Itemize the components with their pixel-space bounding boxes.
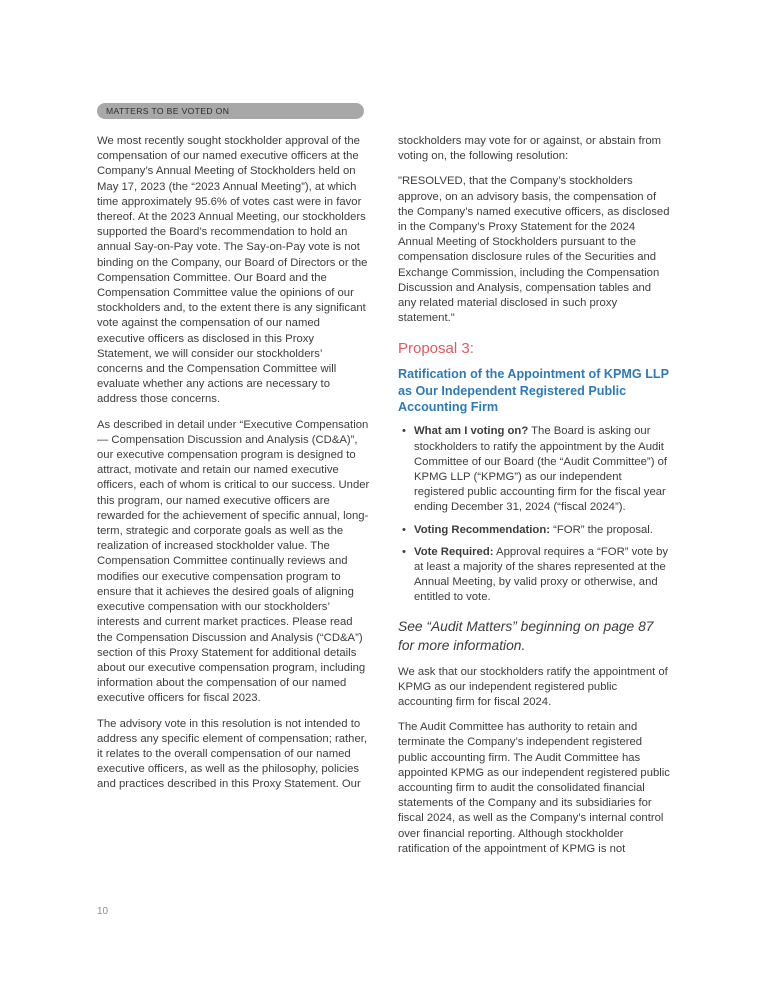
bullet-text — [414, 424, 671, 515]
bullet-icon: • — [402, 545, 406, 558]
proposal-3-subheading: Ratification of the Appointment of KPMG LLP as Our Independent Registered Public Accounting Firm — [398, 367, 669, 415]
right-column — [398, 134, 671, 867]
bullet-text — [414, 523, 653, 538]
left-column — [97, 134, 370, 867]
bullet-label: Vote Required: — [414, 545, 494, 558]
bullet-label: What am I voting on? — [414, 425, 529, 438]
bullet-item — [398, 545, 671, 606]
section-tag-label: MATTERS TO BE VOTED ON — [106, 106, 230, 116]
resolution-paragraph: "RESOLVED, that the Company’s stockholders approve, on an advisory basis, the compensation of the Company’s named executive officers, as disclosed in the Company’s Proxy Statement for the 2024 Annual Meeting of Stockholders pursuant to the compensation disclosure rules of the Securities and Exchange Commission, including the Compensation Discussion and Analysis, compensation tables and any related material disclosed in such proxy statement." — [398, 175, 670, 325]
bullet-detail: Approval requires a “FOR” vote by at least a majority of the shares represented at the Annual Meeting, by valid proxy or otherwise, and entitled to vote. — [414, 545, 669, 604]
paragraph: The Audit Committee has authority to retain and terminate the Company’s independent registered public accounting firm. The Audit Committee has appointed KPMG as our independent registered public accounting firm to audit the consolidated financial statements of the Company and its subsidiaries for fiscal 2024, as well as the Company’s internal control over financial reporting. Although stockholder ratification of the appointment of KPMG is not — [398, 721, 670, 855]
paragraph: As described in detail under “Executive Compensation — Compensation Discussion and Analysis (CD&A)”, our executive compensation program is designed to attract, motivate and retain our named executive officers, each of whom is critical to our success. Under this program, our named executive officers are rewarded for the achievement of specific annual, long-term, strategic and corporate goals as well as the realization of increased stockholder value. The Compensation Committee continually reviews and modifies our executive compensation program to ensure that it achieves the desired goals of aligning executive compensation with our stockholders’ interests and current market practices. Please read the Compensation Discussion and Analysis (“CD&A”) section of this Proxy Statement for additional details about our executive compensation program, including information about the compensation of our named executive officers for fiscal 2023. — [97, 418, 370, 705]
paragraph: We most recently sought stockholder approval of the compensation of our named executive officers at the Company’s Annual Meeting of Stockholders held on May 17, 2023 (the “2023 Annual Meeting”), at which time approximately 95.6% of votes cast were in favor thereof. At the 2023 Annual Meeting, our stockholders supported the Board’s recommendation to hold an annual Say-on-Pay vote. The Say-on-Pay vote is not binding on the Company, our Board of Directors or the Compensation Committee. Our Board and the Compensation Committee value the opinions of our stockholders and, to the extent there is any significant vote against the compensation of our named executive officers as disclosed in this Proxy Statement, we will consider our stockholders’ concerns and the Compensation Committee will evaluate whether any actions are necessary to address those concerns. — [97, 135, 368, 406]
see-audit-matters-note: See “Audit Matters” beginning on page 87 for more information. — [398, 618, 654, 654]
bullet-icon: • — [402, 523, 406, 536]
bullet-detail: The Board is asking our stockholders to ratify the appointment by the Audit Committee of our Board (the “Audit Committee”) of KPMG LLP (“KPMG”) as our independent registered public accounting firm for the fiscal year ending December 31, 2024 (“fiscal 2024”). — [414, 425, 668, 514]
bullet-text — [414, 545, 671, 606]
bullet-icon: • — [402, 425, 406, 438]
section-tag-pill — [97, 103, 364, 119]
proposal-bullet-list — [398, 424, 671, 605]
paragraph: The advisory vote in this resolution is not intended to address any specific element of compensation; rather, it relates to the overall compensation of our named executive officers, as well as the philosophy, policies and practices described in this Proxy Statement. Our — [97, 717, 368, 791]
bullet-item — [398, 523, 671, 538]
proposal-3-heading: Proposal 3: — [398, 340, 474, 358]
paragraph: stockholders may vote for or against, or abstain from voting on, the following resolution: — [398, 135, 662, 163]
page-number: 10 — [97, 906, 109, 917]
two-column-body — [97, 134, 671, 867]
bullet-label: Voting Recommendation: — [414, 523, 550, 536]
paragraph: We ask that our stockholders ratify the appointment of KPMG as our independent registered public accounting firm for fiscal 2024. — [398, 665, 668, 708]
bullet-detail: “FOR” the proposal. — [549, 523, 653, 536]
bullet-item — [398, 424, 671, 515]
